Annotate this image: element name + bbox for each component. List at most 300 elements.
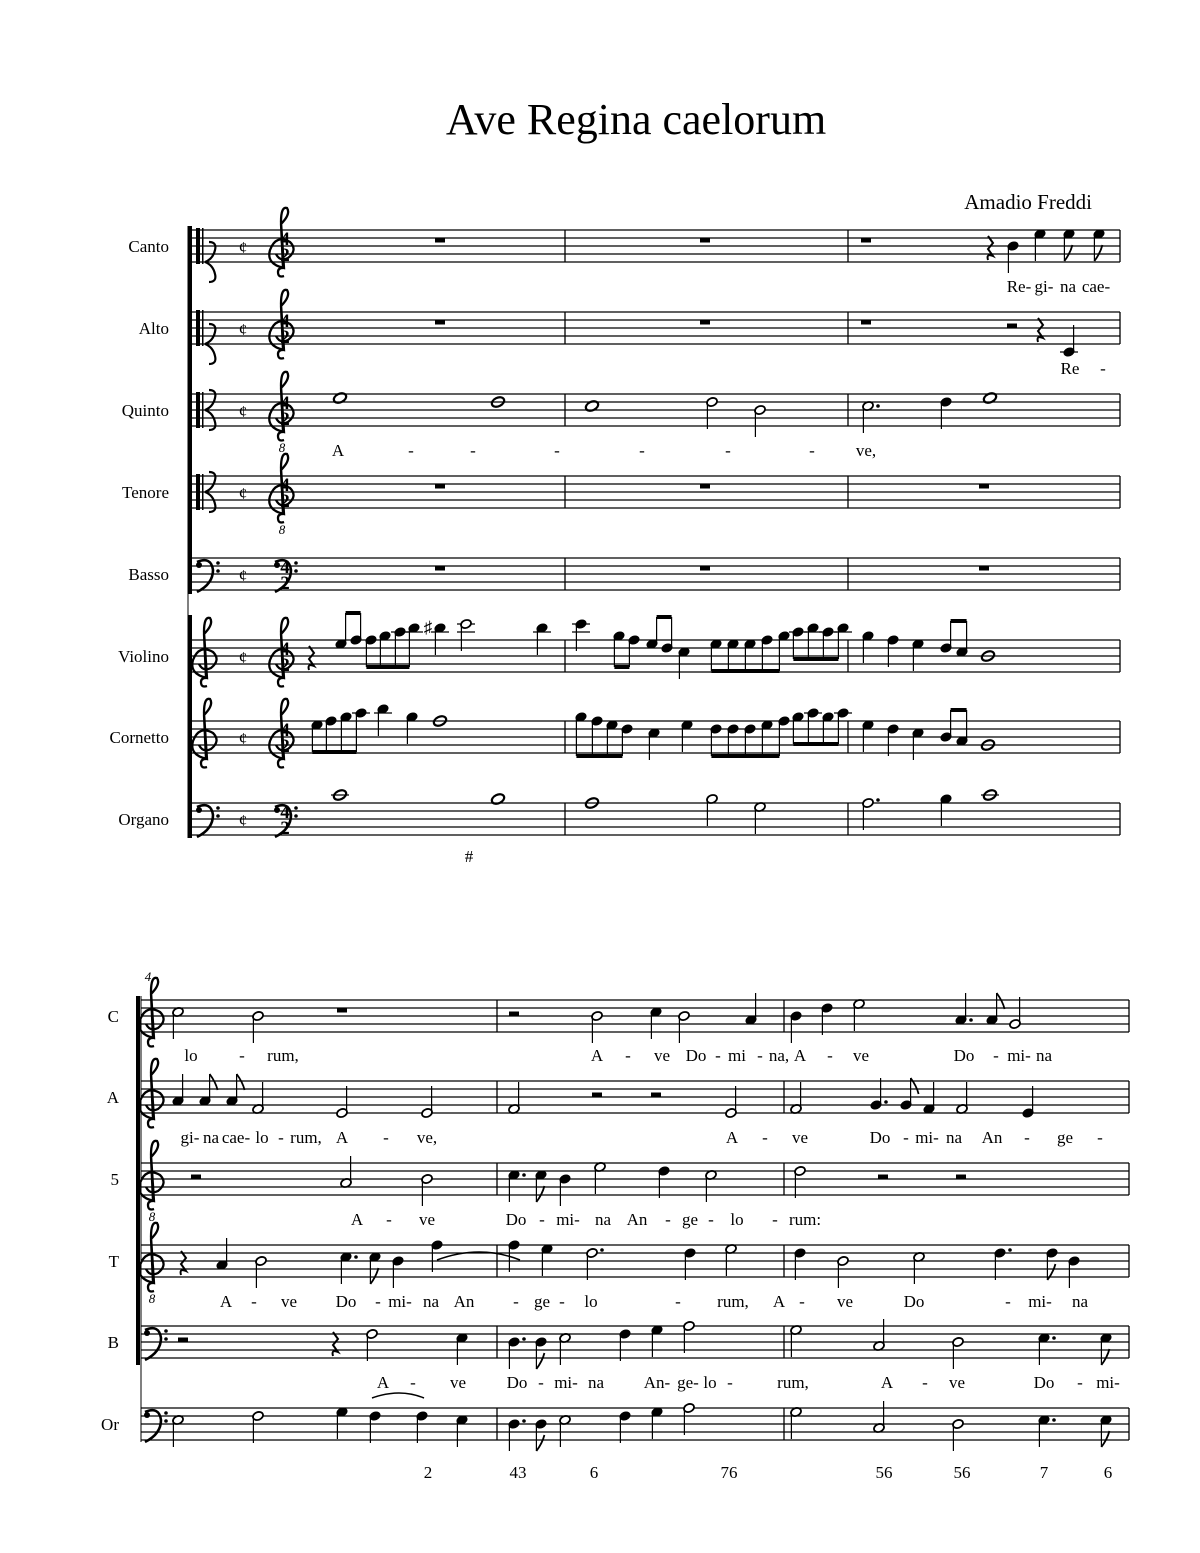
beam [793,742,838,746]
quarter-note [533,623,551,655]
quarter-rest-icon [1038,318,1043,342]
dot [876,798,880,802]
half-rest-icon [651,1093,661,1098]
half-rest-icon [878,1175,888,1180]
part-label: B [107,1333,119,1352]
quarter-note [619,1411,631,1443]
part-label: T [108,1252,119,1271]
lyric-syllable: na, [768,1046,790,1065]
lyric-syllable: Do [685,1046,707,1065]
half-note [790,1325,802,1357]
dot [1052,1418,1056,1422]
lyric-syllable: gi- [1034,277,1054,296]
flag [1101,1431,1109,1447]
bass-clef-icon [164,1411,168,1415]
lyric-syllable: - [383,1128,389,1147]
dot [600,1248,604,1252]
lyric-syllable: - [513,1292,519,1311]
lyric-syllable: Do [335,1292,357,1311]
flag [1064,245,1072,261]
quarter-note [456,1415,468,1447]
flag [370,1268,378,1284]
lyric-syllable: - [470,441,476,460]
eighth-note [1093,229,1105,261]
quarter-note [1068,1256,1080,1288]
whole-rest-icon [700,484,710,489]
lyric-syllable: A [350,1210,364,1229]
whole-rest-icon [861,320,871,325]
lyric-syllable: A [376,1373,390,1392]
quarter-note [352,708,370,719]
quarter-note [406,712,418,744]
half-rest-icon [509,1012,519,1017]
quarter-note [369,1411,381,1443]
lyric-syllable: Re [1060,359,1080,378]
lyric-syllable: - [799,1292,805,1311]
half-note [754,405,766,437]
half-note [252,1411,264,1443]
time-signature-denominator: 2 [280,818,290,839]
dot [522,1419,526,1423]
flag [536,1353,544,1369]
dot [884,1100,888,1104]
eighth-note [535,1337,547,1369]
half-note [252,1011,264,1043]
lyric-syllable: Do [869,1128,891,1147]
lyric-syllable: - [386,1210,392,1229]
half-note [873,1319,885,1351]
lyric-syllable: - [375,1292,381,1311]
figured-bass-figure: 56 [875,1463,893,1482]
notehead [490,792,505,805]
whole-note [982,391,997,404]
bass-clef-icon [164,1329,168,1333]
lyric-syllable: An [981,1128,1003,1147]
time-signature-numerator: 4 [280,557,290,578]
quarter-note [794,1248,806,1280]
quarter-note [648,728,660,760]
bass-clef-icon [294,806,298,810]
whole-note [331,788,349,801]
cut-time-icon: ¢ [238,729,248,748]
lyric-syllable: - [725,441,731,460]
dot [876,404,880,408]
part-label: Cornetto [109,728,169,747]
figured-bass-figure: 56 [953,1463,971,1482]
part-label: Violino [118,647,169,666]
quarter-note [651,1325,663,1357]
time-signature-denominator: 2 [280,736,290,757]
lyric-syllable: - [1097,1128,1103,1147]
lyric-syllable: ve [836,1292,854,1311]
dot [522,1337,526,1341]
figured-bass-figure: 76 [720,1463,738,1482]
quarter-note [1038,1333,1056,1365]
flag [536,1435,544,1451]
half-note [366,1329,378,1361]
figured-bass-figure: # [464,847,474,866]
lyric-syllable: - [772,1210,778,1229]
quarter-note [508,1419,526,1451]
lyric-syllable: - [665,1210,671,1229]
cut-time-icon: ¢ [238,648,248,667]
time-signature-numerator: 4 [280,475,290,496]
eighth-note [535,1419,547,1451]
treble-clef-icon [139,1223,163,1292]
lyric-syllable: - [539,1210,545,1229]
half-note [421,1174,433,1206]
lyric-syllable: lo [184,1046,198,1065]
dot [522,1173,526,1177]
dot [1008,1248,1012,1252]
c-clef-icon [196,228,200,264]
lyric-syllable: cae- [1081,277,1111,296]
c-clef-icon [202,474,204,510]
half-rest-icon [1007,324,1017,329]
half-note [862,401,880,433]
flag [1101,1349,1109,1365]
quarter-note [790,1011,802,1043]
quarter-note [1034,229,1046,261]
lyric-syllable: - [762,1128,768,1147]
beam [576,754,622,758]
eighth-note [1046,1248,1058,1280]
lyric-syllable: mi- [554,1373,578,1392]
figured-bass-figure: 7 [1039,1463,1049,1482]
lyric-syllable: A [772,1292,786,1311]
time-signature-numerator: 4 [280,802,290,823]
lyric-syllable: - [1005,1292,1011,1311]
quarter-note [887,635,899,667]
lyric-syllable: A [590,1046,604,1065]
half-note [952,1419,964,1451]
c-clef-icon [202,228,204,264]
time-signature-denominator: 2 [280,491,290,512]
whole-rest-icon [700,320,710,325]
quarter-note [678,647,690,679]
part-label: C [107,1007,119,1026]
flag [210,1074,218,1090]
lyric-syllable: An- [643,1373,671,1392]
lyric-syllable: ve [653,1046,671,1065]
measure-number: 4 [144,969,152,984]
cut-time-icon: ¢ [238,238,248,257]
half-note [457,619,475,651]
quarter-note [431,1240,443,1272]
eighth-note [1063,229,1075,261]
c-clef-icon [202,310,204,346]
tie-arc [372,1393,424,1398]
lyric-syllable: - [639,441,645,460]
lyric-syllable: na [945,1128,963,1147]
lyric-syllable: mi- [1096,1373,1120,1392]
quarter-note [940,794,952,826]
lyric-syllable: ve [852,1046,870,1065]
lyric-syllable: - [809,441,815,460]
treble-clef-icon [192,618,216,687]
flag [997,993,1005,1009]
sharp-icon: ♯ [423,618,433,637]
octave-eight-marker: 8 [278,440,286,455]
flag [1094,245,1102,261]
flag [237,1074,245,1090]
part-label: Basso [128,565,169,584]
lyric-syllable: na [587,1373,605,1392]
bass-clef-icon [144,1412,150,1418]
quarter-note [912,639,924,671]
dot [354,1255,358,1259]
whole-rest-icon [435,238,445,243]
quarter-rest-icon [181,1251,186,1275]
quarter-rest-icon [988,236,993,260]
lyric-syllable: na [422,1292,440,1311]
octave-eight-marker: 8 [148,1291,156,1306]
part-label: Quinto [121,401,169,420]
eighth-note [369,1252,381,1284]
lyric-syllable: - [757,1046,763,1065]
lyric-syllable: - [993,1046,999,1065]
lyric-syllable: - [727,1373,733,1392]
half-note [790,1082,802,1114]
half-note [706,794,718,826]
quarter-note [834,708,852,719]
quarter-rest-icon [309,646,314,670]
part-label: Canto [128,237,169,256]
part-label: 5 [110,1170,119,1189]
lyric-syllable: ve, [855,441,877,460]
quarter-note [416,1411,428,1443]
lyric-syllable: - [278,1128,284,1147]
beam [711,669,779,673]
lyric-syllable: A [793,1046,807,1065]
eighth-note [1100,1333,1112,1365]
lyric-syllable: - [708,1210,714,1229]
lyric-syllable: Do [505,1210,527,1229]
lyric-syllable: - [1100,359,1106,378]
cut-time-icon: ¢ [238,811,248,830]
half-note [421,1086,433,1118]
lyric-syllable: rum, [717,1292,749,1311]
whole-note [332,391,347,404]
quarter-note [405,623,423,634]
half-note [952,1337,964,1369]
treble-clef-icon [139,978,163,1047]
half-note [336,1086,348,1118]
quarter-note [994,1248,1012,1280]
lyric-syllable: ge- [677,1373,699,1392]
whole-rest-icon [700,238,710,243]
flag [536,1186,544,1202]
lyric-syllable: A [880,1373,894,1392]
quarter-note [862,631,874,663]
lyric-syllable: lo [255,1128,269,1147]
half-note [956,1082,968,1114]
quarter-note [508,1240,520,1272]
time-signature-denominator: 2 [280,245,290,266]
half-note [252,1082,264,1114]
bass-clef-icon [196,807,202,813]
lyric-syllable: lo [584,1292,598,1311]
beam [614,665,629,669]
time-signature-numerator: 4 [280,311,290,332]
half-note [594,1162,606,1194]
half-note [790,1407,802,1439]
half-note [586,1248,604,1280]
quarter-note [374,704,392,736]
lyric-syllable: mi- [1007,1046,1031,1065]
notation-layer [101,208,1129,1482]
lyric-syllable: rum, [267,1046,299,1065]
quarter-note [912,728,924,760]
half-note [559,1415,571,1447]
lyric-syllable: - [827,1046,833,1065]
lyric-syllable: A [335,1128,349,1147]
lyric-syllable: ve [791,1128,809,1147]
whole-rest-icon [337,1008,347,1013]
whole-rest-icon [435,566,445,571]
bass-clef-icon [216,569,220,573]
dot [1052,1336,1056,1340]
whole-note [490,792,505,805]
lyric-syllable: mi- [1028,1292,1052,1311]
lyric-syllable: - [922,1373,928,1392]
treble-clef-icon [139,1141,163,1210]
lyric-syllable: ve [280,1292,298,1311]
quarter-note [821,1003,833,1035]
whole-rest-icon [435,320,445,325]
lyric-syllable: Re- [1006,277,1032,296]
eighth-note [535,1170,547,1202]
half-note [172,1415,184,1447]
lyric-syllable: - [554,441,560,460]
lyric-syllable: mi [728,1046,746,1065]
figured-bass-figure: 6 [1103,1463,1113,1482]
quarter-note [658,1166,670,1198]
lyric-syllable: - [1024,1128,1030,1147]
bass-clef-icon [274,562,280,568]
quarter-note [923,1082,935,1114]
bass-clef-icon [164,1337,168,1341]
half-rest-icon [592,1093,602,1098]
half-note [683,1403,695,1435]
part-label: Organo [118,810,169,829]
time-signature-numerator: 4 [280,639,290,660]
quarter-note [559,1174,571,1206]
lyric-syllable: cae- [221,1128,251,1147]
time-signature-denominator: 2 [280,327,290,348]
time-signature-denominator: 2 [280,573,290,594]
lyric-syllable: - [1077,1373,1083,1392]
lyric-syllable: - [903,1128,909,1147]
half-note [794,1166,806,1198]
beam [657,615,672,619]
part-label: Or [101,1415,119,1434]
notehead [584,399,599,412]
half-note [853,999,865,1031]
quarter-note [172,1074,184,1106]
lyric-syllable: - [625,1046,631,1065]
quarter-note [541,1244,553,1276]
lyric-syllable: mi- [388,1292,412,1311]
quarter-note [572,619,590,651]
whole-note [981,788,999,801]
lyric-syllable: mi- [915,1128,939,1147]
lyric-syllable: gi- [180,1128,200,1147]
lyric-syllable: - [538,1373,544,1392]
lyric-syllable: rum, [777,1373,809,1392]
beam [711,754,779,758]
quarter-note [456,1333,468,1365]
quarter-note [1022,1086,1034,1118]
half-note [340,1156,352,1188]
half-note [255,1256,267,1288]
quarter-note [619,1329,631,1361]
time-signature-denominator: 2 [280,655,290,676]
quarter-note [745,993,757,1025]
part-label: A [106,1088,119,1107]
eighth-note [900,1078,919,1110]
quarter-note [431,623,449,655]
eighth-note [1100,1415,1112,1447]
time-signature-numerator: 4 [280,393,290,414]
notehead [982,391,997,404]
lyric-syllable: lo [703,1373,717,1392]
lyric-syllable: ge [1056,1128,1074,1147]
half-note [725,1244,737,1276]
beam [951,619,967,623]
c-clef-icon [196,310,200,346]
cut-time-icon: ¢ [238,484,248,503]
lyric-syllable: ve [418,1210,436,1229]
half-rest-icon [178,1338,188,1343]
lyric-syllable: An [453,1292,475,1311]
quarter-note [681,720,693,752]
lyric-syllable: An [626,1210,648,1229]
quarter-note [392,1256,404,1288]
quarter-rest-icon [333,1332,338,1356]
half-rest-icon [191,1175,201,1180]
lyric-syllable: A [725,1128,739,1147]
lyric-syllable: rum, [290,1128,322,1147]
half-note [591,1011,603,1043]
lyric-syllable: mi- [556,1210,580,1229]
time-signature-numerator: 4 [280,720,290,741]
quarter-note [650,1007,662,1039]
c-clef-icon [202,392,204,428]
figured-bass-figure: 43 [509,1463,527,1482]
octave-eight-marker: 8 [278,522,286,537]
whole-note [584,399,599,412]
beam [346,611,361,615]
part-label: Tenore [122,483,169,502]
lyric-syllable: na [1035,1046,1053,1065]
quarter-note [887,724,899,756]
bass-clef-icon [294,569,298,573]
cut-time-icon: ¢ [238,566,248,585]
lyric-syllable: ve [449,1373,467,1392]
bass-clef-icon [294,814,298,818]
treble-clef-icon [192,699,216,768]
lyric-syllable: - [239,1046,245,1065]
part-label: Alto [138,319,169,338]
lyric-syllable: ve, [416,1128,438,1147]
notehead [332,391,347,404]
half-note [754,802,766,834]
half-note [725,1086,737,1118]
beam [312,750,356,754]
lyric-syllable: Do [953,1046,975,1065]
bass-clef-icon [294,561,298,565]
